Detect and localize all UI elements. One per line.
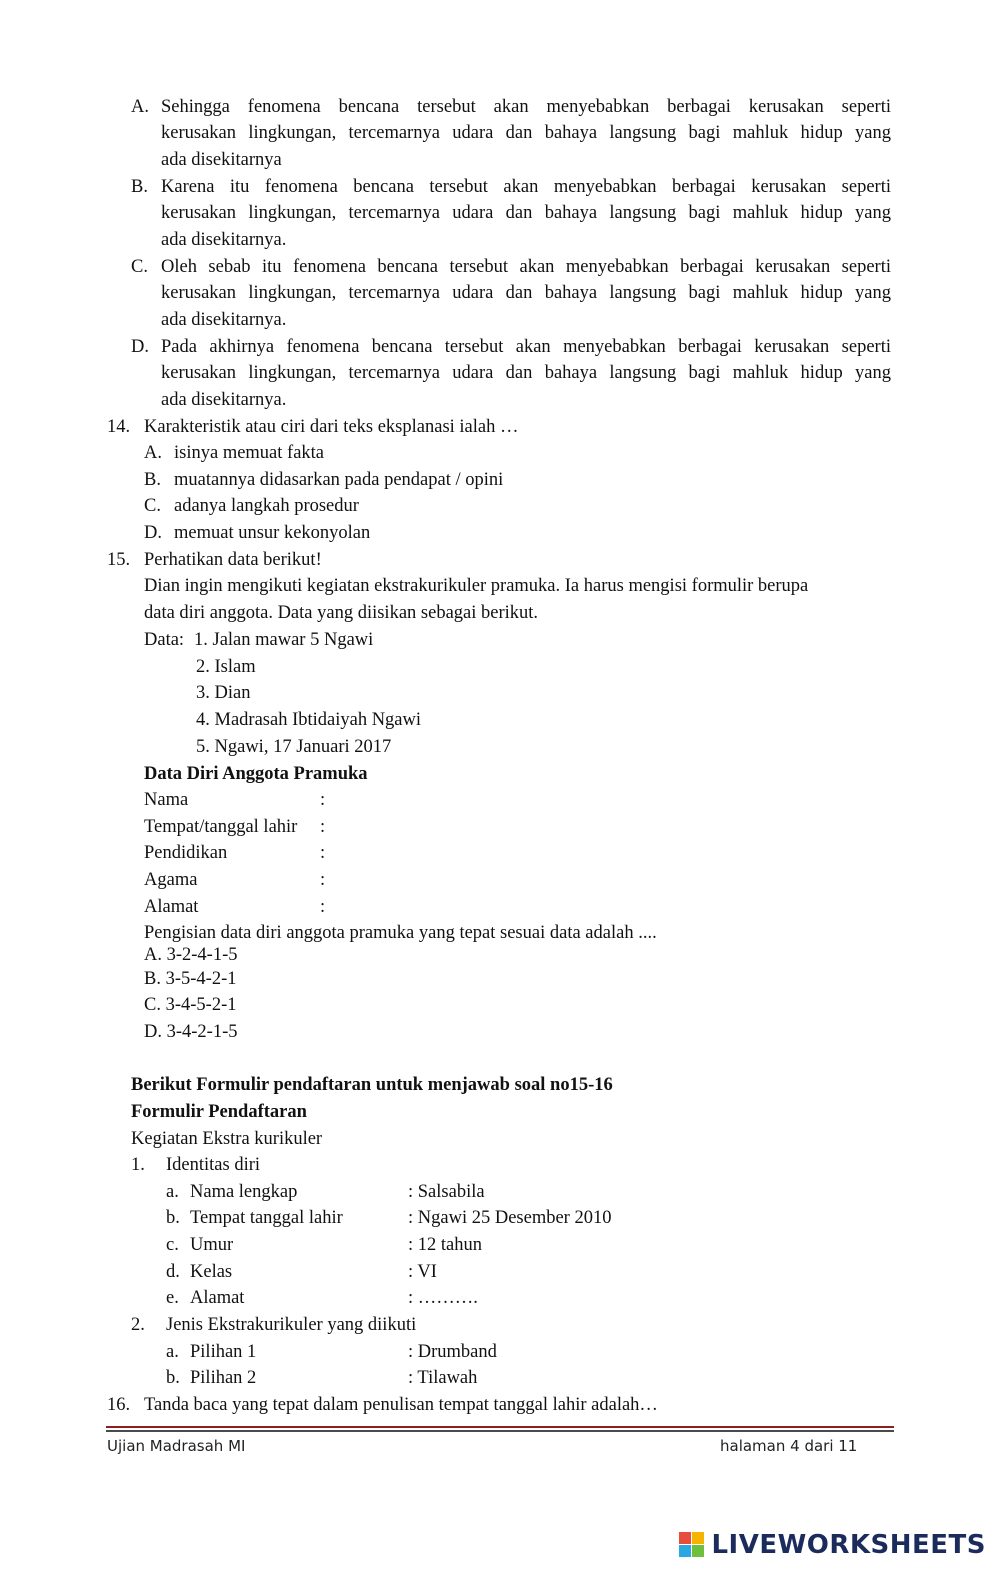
q13-option-c-line-2: kerusakan lingkungan, tercemarnya udara dan bahaya langsung bagi mahluk hidup yang <box>161 283 891 303</box>
q13-option-c-letter: C. <box>131 257 148 277</box>
q15-question: Perhatikan data berikut! <box>144 550 322 570</box>
q15-field-colon: : <box>320 817 326 837</box>
q14-option-b-letter: B. <box>144 470 161 490</box>
q13-option-d-line-1: Pada akhirnya fenomena bencana tersebut akan menyebabkan berbagai kerusakan seperti <box>161 337 891 357</box>
form-heading: Berikut Formulir pendaftaran untuk menjawab soal no15-16 <box>131 1075 613 1095</box>
q13-option-c-line-3: ada disekitarnya. <box>161 310 287 330</box>
form-identitas-label: Kelas <box>190 1262 233 1282</box>
form-section-2-label: Jenis Ekstrakurikuler yang diikuti <box>166 1315 417 1335</box>
form-identitas-label: Umur <box>190 1235 234 1255</box>
q15-data-label: Data: <box>144 630 185 650</box>
form-identitas-letter: e. <box>166 1288 179 1308</box>
q15-intro-line-1: Dian ingin mengikuti kegiatan ekstrakurikuler pramuka. Ia harus mengisi formulir berupa <box>144 576 809 596</box>
q15-field-colon: : <box>320 790 326 810</box>
q15-data-item-4: 4. Madrasah Ibtidaiyah Ngawi <box>196 710 422 730</box>
q13-option-a-line-3: ada disekitarnya <box>161 150 282 170</box>
q15-option-a: A. 3-2-4-1-5 <box>144 945 238 965</box>
footer-rule-gray <box>106 1430 894 1432</box>
q14-option-d-text: memuat unsur kekonyolan <box>174 523 371 543</box>
q14-option-c-letter: C. <box>144 496 161 516</box>
form-section-1-number: 1. <box>131 1155 145 1175</box>
form-identitas-value: : VI <box>408 1262 437 1282</box>
q13-option-d-line-3: ada disekitarnya. <box>161 390 287 410</box>
q13-option-a-line-2: kerusakan lingkungan, tercemarnya udara dan bahaya langsung bagi mahluk hidup yang <box>161 123 891 143</box>
q15-field-nama: Nama <box>144 790 189 810</box>
form-pilihan-label: Pilihan 2 <box>190 1368 257 1388</box>
form-identitas-value: : ………. <box>408 1288 478 1308</box>
q16-question: Tanda baca yang tepat dalam penulisan tempat tanggal lahir adalah… <box>144 1395 658 1415</box>
form-section-2-number: 2. <box>131 1315 145 1335</box>
form-section-1-label: Identitas diri <box>166 1155 261 1175</box>
footer-rule-red <box>106 1426 894 1428</box>
form-identitas-value: : 12 tahun <box>408 1235 482 1255</box>
q15-field-colon: : <box>320 897 326 917</box>
q13-option-b-letter: B. <box>131 177 148 197</box>
liveworksheets-wordmark: LIVEWORKSHEETS <box>711 1530 986 1560</box>
form-identitas-letter: a. <box>166 1182 179 1202</box>
q14-option-a-letter: A. <box>144 443 162 463</box>
q14-question: Karakteristik atau ciri dari teks eksplanasi ialah … <box>144 417 519 437</box>
form-pilihan-value: : Drumband <box>408 1342 497 1362</box>
form-identitas-label: Tempat tanggal lahir <box>190 1208 343 1228</box>
q13-option-d-letter: D. <box>131 337 149 357</box>
liveworksheets-watermark <box>679 1530 986 1560</box>
q14-option-d-letter: D. <box>144 523 162 543</box>
q16-number: 16. <box>107 1395 131 1415</box>
q15-prompt: Pengisian data diri anggota pramuka yang tepat sesuai data adalah .... <box>144 923 657 943</box>
q15-data-item-5: 5. Ngawi, 17 Januari 2017 <box>196 737 392 757</box>
liveworksheets-logo-icon <box>679 1532 705 1558</box>
q15-field-colon: : <box>320 870 326 890</box>
form-identitas-letter: d. <box>166 1262 180 1282</box>
form-identitas-letter: c. <box>166 1235 179 1255</box>
q15-option-d: D. 3-4-2-1-5 <box>144 1022 238 1042</box>
q15-field-ttl: Tempat/tanggal lahir <box>144 817 298 837</box>
q13-option-d-line-2: kerusakan lingkungan, tercemarnya udara dan bahaya langsung bagi mahluk hidup yang <box>161 363 891 383</box>
q15-intro-line-2: data diri anggota. Data yang diisikan sebagai berikut. <box>144 603 539 623</box>
q13-option-b-line-2: kerusakan lingkungan, tercemarnya udara dan bahaya langsung bagi mahluk hidup yang <box>161 203 891 223</box>
q13-option-b-line-3: ada disekitarnya. <box>161 230 287 250</box>
q15-field-colon: : <box>320 843 326 863</box>
form-pilihan-label: Pilihan 1 <box>190 1342 257 1362</box>
form-identitas-label: Alamat <box>190 1288 245 1308</box>
q13-option-a-line-1: Sehingga fenomena bencana tersebut akan menyebabkan berbagai kerusakan seperti <box>161 97 891 117</box>
q15-field-alamat: Alamat <box>144 897 199 917</box>
form-identitas-value: : Salsabila <box>408 1182 485 1202</box>
q14-option-a-text: isinya memuat fakta <box>174 443 325 463</box>
q15-form-title: Data Diri Anggota Pramuka <box>144 764 368 784</box>
q13-option-c-line-1: Oleh sebab itu fenomena bencana tersebut akan menyebabkan berbagai kerusakan seperti <box>161 257 891 277</box>
q15-field-pendidikan: Pendidikan <box>144 843 228 863</box>
footer-exam-title: Ujian Madrasah MI <box>107 1437 246 1455</box>
q13-option-a-letter: A. <box>131 97 149 117</box>
form-pilihan-letter: a. <box>166 1342 179 1362</box>
form-identitas-value: : Ngawi 25 Desember 2010 <box>408 1208 612 1228</box>
q15-field-agama: Agama <box>144 870 198 890</box>
form-pilihan-value: : Tilawah <box>408 1368 478 1388</box>
q14-number: 14. <box>107 417 131 437</box>
form-identitas-label: Nama lengkap <box>190 1182 298 1202</box>
q15-option-b: B. 3-5-4-2-1 <box>144 969 237 989</box>
q15-number: 15. <box>107 550 131 570</box>
q14-option-c-text: adanya langkah prosedur <box>174 496 359 516</box>
form-title: Formulir Pendaftaran <box>131 1102 307 1122</box>
form-subtitle: Kegiatan Ekstra kurikuler <box>131 1129 323 1149</box>
q15-data-item-1: 1. Jalan mawar 5 Ngawi <box>194 630 374 650</box>
q15-data-item-2: 2. Islam <box>196 657 256 677</box>
form-pilihan-letter: b. <box>166 1368 180 1388</box>
form-identitas-letter: b. <box>166 1208 180 1228</box>
q15-option-c: C. 3-4-5-2-1 <box>144 995 237 1015</box>
q14-option-b-text: muatannya didasarkan pada pendapat / opini <box>174 470 504 490</box>
q13-option-b-line-1: Karena itu fenomena bencana tersebut akan menyebabkan berbagai kerusakan seperti <box>161 177 891 197</box>
q15-data-item-3: 3. Dian <box>196 683 251 703</box>
footer-page-number: halaman 4 dari 11 <box>720 1437 858 1455</box>
